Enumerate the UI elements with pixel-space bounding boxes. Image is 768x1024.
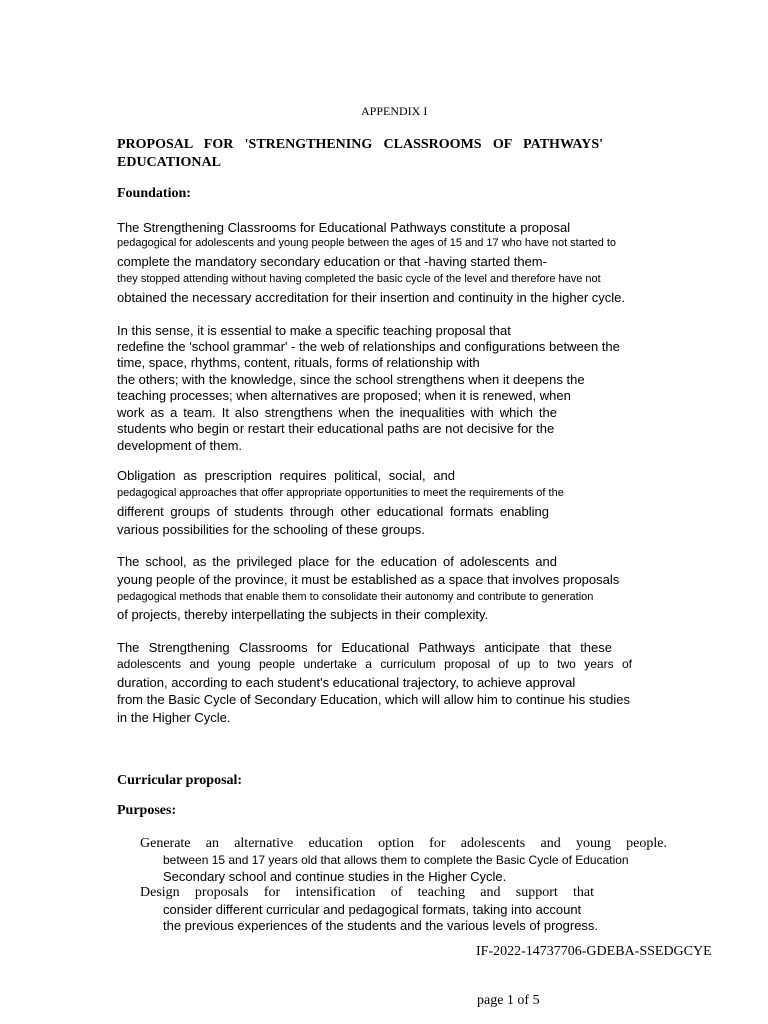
purpose-lead: Generate an alternative education option for adolescents and young people.	[140, 836, 667, 851]
text-line: various possibilities for the schooling of these groups.	[117, 522, 425, 537]
text-line: work as a team. It also strengthens when the inequalities with which the	[117, 405, 557, 420]
curricular-proposal-heading: Curricular proposal:	[117, 773, 243, 788]
purposes-heading: Purposes:	[117, 803, 177, 818]
document-id: IF-2022-14737706-GDEBA-SSEDGCYE	[476, 944, 712, 959]
text-line: redefine the 'school grammar' - the web of relationships and configurations between the	[117, 339, 620, 354]
purpose-continuation: Secondary school and continue studies in the Higher Cycle.	[163, 869, 507, 884]
page-number: page 1 of 5	[477, 993, 540, 1008]
text-line: obtained the necessary accreditation for their insertion and continuity in the higher cycle.	[117, 290, 626, 305]
text-line: of projects, thereby interpellating the subjects in their complexity.	[117, 607, 489, 622]
text-line: duration, according to each student's educational trajectory, to achieve approval	[117, 675, 576, 690]
text-line: they stopped attending without having completed the basic cycle of the level and therefore have not	[117, 273, 601, 285]
foundation-heading: Foundation:	[117, 186, 191, 201]
text-line: time, space, rhythms, content, rituals, forms of relationship with	[117, 355, 480, 370]
text-line: pedagogical methods that enable them to consolidate their autonomy and contribute to generation	[117, 591, 594, 603]
text-line: development of them.	[117, 438, 243, 453]
text-line: The school, as the privileged place for the education of adolescents and	[117, 554, 557, 569]
text-line: adolescents and young people undertake a curriculum proposal of up to two years of	[117, 657, 632, 671]
purpose-continuation: consider different curricular and pedagogical formats, taking into account	[163, 902, 582, 917]
text-line: different groups of students through other educational formats enabling	[117, 504, 549, 519]
text-line: In this sense, it is essential to make a specific teaching proposal that	[117, 323, 511, 338]
text-line: Obligation as prescription requires political, social, and	[117, 468, 455, 483]
text-line: The Strengthening Classrooms for Educational Pathways anticipate that these	[117, 640, 612, 655]
text-line: complete the mandatory secondary education or that -having started them-	[117, 254, 547, 269]
document-title-line-2: EDUCATIONAL	[117, 155, 221, 170]
purpose-continuation: between 15 and 17 years old that allows them to complete the Basic Cycle of Education	[163, 853, 629, 867]
text-line: pedagogical approaches that offer appropriate opportunities to meet the requirements of the	[117, 487, 564, 499]
text-line: students who begin or restart their educational paths are not decisive for the	[117, 421, 555, 436]
text-line: pedagogical for adolescents and young people between the ages of 15 and 17 who have not started to	[117, 237, 617, 249]
purpose-lead: Design proposals for intensification of teaching and support that	[140, 885, 594, 900]
document-title-line-1: PROPOSAL FOR 'STRENGTHENING CLASSROOMS OF PATHWAYS'	[117, 137, 603, 152]
purpose-continuation: the previous experiences of the students and the various levels of progress.	[163, 918, 599, 933]
text-line: the others; with the knowledge, since the school strengthens when it deepens the	[117, 372, 585, 387]
text-line: young people of the province, it must be established as a space that involves proposals	[117, 572, 620, 587]
text-line: from the Basic Cycle of Secondary Education, which will allow him to continue his studies	[117, 692, 631, 707]
text-line: teaching processes; when alternatives are proposed; when it is renewed, when	[117, 388, 571, 403]
text-line: The Strengthening Classrooms for Educational Pathways constitute a proposal	[117, 220, 571, 235]
appendix-label: APPENDIX I	[361, 104, 428, 118]
text-line: in the Higher Cycle.	[117, 710, 231, 725]
